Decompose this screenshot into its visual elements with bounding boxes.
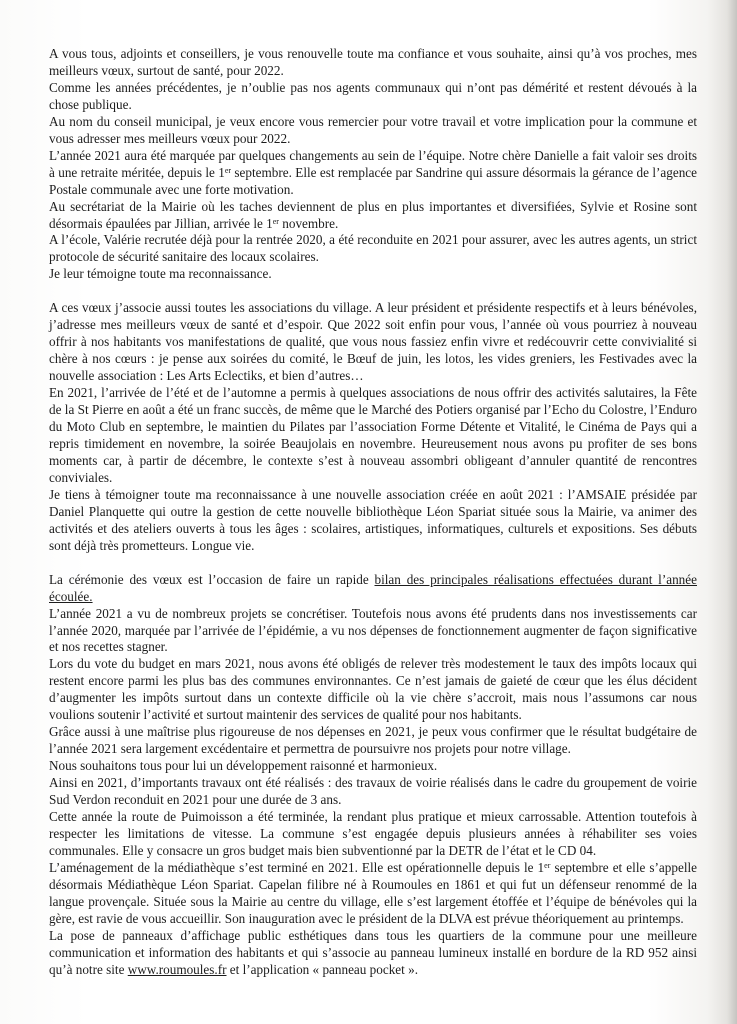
paragraph: L’année 2021 a vu de nombreux projets se concrétiser. Toutefois nous avons été prudents dans nos investissements car l’année 2020, marquée par l’arrivée de l’épidémie, a vu nos dépenses de fonctionnement augmenter de façon significative et nos recettes stagner. <box>49 605 697 655</box>
letter-body <box>49 46 697 979</box>
paragraph: En 2021, l’arrivée de l’été et de l’automne a permis à quelques associations de nous offrir des activités salutaires, la Fête de la St Pierre en août a été un franc succès, de même que le Marché des Potiers organisé par l’Echo du Colostre, l’Enduro du Moto Club en septembre, le maintien du Pilates par l’association Forme Détente et Vitalité, le Cinéma de Pays qui a repris timidement en novembre, la soirée Beaujolais en novembre. Heureusement nous avons pu profiter de ses bons moments car, à partir de décembre, le contexte s’est à nouveau assombri obligeant d’annuler quantité de rencontres conviviales. <box>49 385 697 485</box>
text-run: et l’application « panneau pocket ». <box>226 961 419 977</box>
paragraph: Cette année la route de Puimoisson a été terminée, la rendant plus pratique et mieux carrossable. Attention toutefois à respecter les limitations de vitesse. La commune s’est engagée depuis plusieurs années à réhabiliter ses voies communales. Elle y consacre un gros budget mais bien subventionné par la DETR de l’état et le CD 04. <box>49 808 697 858</box>
paragraph: Je leur témoigne toute ma reconnaissance. <box>49 266 272 282</box>
ordinal-superscript: er <box>224 165 232 175</box>
text-run: septembre. Elle est remplacée par Sandrine qui assure désormais la gérance de l’agence Postale communale avec une forte motivation. <box>49 164 698 197</box>
paragraph: Ainsi en 2021, d’importants travaux ont été réalisés : des travaux de voirie réalisés dans le cadre du groupement de voirie Sud Verdon reconduit en 2021 pour une durée de 3 ans. <box>49 775 697 808</box>
text-run: La cérémonie des vœux est l’occasion de faire un rapide <box>49 571 375 587</box>
paragraph: Lors du vote du budget en mars 2021, nous avons été obligés de relever très modestement le taux des impôts locaux qui restent encore parmi les plus bas des communes environnantes. Ce n’est jamais de gaieté de cœur que les élus décident d’augmenter les impôts surtout dans un contexte difficile où la vie chère s’accroit, mais nous l’assumons car nous voulions soutenir l’activité et surtout maintenir des services de qualité pour nos habitants. <box>49 656 697 723</box>
paragraph: Grâce aussi à une maîtrise plus rigoureuse de nos dépenses en 2021, je peux vous confirmer que le résultat budgétaire de l’année 2021 sera largement excédentaire et permettra de poursuivre nos projets pour notre village. <box>49 724 697 757</box>
paragraph: Au nom du conseil municipal, je veux encore vous remercier pour votre travail et votre implication pour la commune et vous adresser mes meilleurs vœux pour 2022. <box>49 113 697 146</box>
ordinal-superscript: er <box>272 216 279 226</box>
website-link[interactable]: www.roumoules.fr <box>127 961 227 977</box>
text-run: L’aménagement de la médiathèque s’est terminé en 2021. Elle est opérationnelle depuis le 1 <box>49 859 545 875</box>
text-run: La pose de panneaux d’affichage public esthétiques dans tous les quartiers de la commune pour une meilleure communication et information des habitants et qui s’associe au panneau lumineux installé en bordure de la RD 952 ainsi qu’à notre site <box>49 927 697 977</box>
paragraph: Nous souhaitons tous pour lui un développement raisonné et harmonieux. <box>49 758 438 774</box>
text-run: novembre. <box>278 215 339 231</box>
text-run: septembre et elle s’appelle désormais Médiathèque Léon Spariat. Capelan filibre né à Roumoules en 1861 et qui fut un défenseur renommé de la langue provençale. Située sous la Mairie au centre du village, elle s’est largement étoffée et l’équipe de bénévoles qui la gère, est ravie de vous accueillir. Son inauguration avec le président de la DLVA est prévue théoriquement au printemps. <box>49 859 698 926</box>
paragraph <box>49 572 697 606</box>
text-run: Au secrétariat de la Mairie où les taches deviennent de plus en plus importantes et diversifiées, Sylvie et Rosine sont désormais épaulées par Jillian, arrivée le 1 <box>49 198 697 231</box>
paragraph <box>49 928 697 979</box>
paragraph-gap <box>49 555 697 572</box>
paragraph <box>49 199 697 233</box>
underlined-heading: bilan des principales réalisations effectuées durant l’année écoulée. <box>49 571 697 604</box>
paragraph-gap <box>49 283 697 300</box>
paragraph: A l’école, Valérie recrutée déjà pour la rentrée 2020, a été reconduite en 2021 pour assurer, avec les autres agents, un strict protocole de sécurité sanitaire des locaux scolaires. <box>49 232 697 265</box>
paragraph: A vous tous, adjoints et conseillers, je vous renouvelle toute ma confiance et vous souhaite, ainsi qu’à vos proches, mes meilleurs vœux, surtout de santé, pour 2022. <box>49 46 697 78</box>
paragraph: A ces vœux j’associe aussi toutes les associations du village. A leur président et présidente respectifs et à leurs bénévoles, j’adresse mes meilleurs vœux de santé et d’espoir. Que 2022 soit enfin pour vous, l’année où vous pourriez à nouveau offrir à nos habitants vos manifestations de qualité, que vous nous fassiez enfin vivre et redécouvrir cette convivialité si chère à nos cœurs : je pense aux soirées du comité, le Bœuf de juin, les lotos, les vides greniers, les Festivades avec la nouvelle association : Les Arts Eclectiks, et bien d’autres… <box>49 300 697 384</box>
paragraph <box>49 860 697 928</box>
ordinal-superscript: er <box>544 860 551 870</box>
paragraph: Comme les années précédentes, je n’oublie pas nos agents communaux qui n’ont pas démérité et restent dévoués à la chose publique. <box>49 79 697 112</box>
paragraph <box>49 148 697 199</box>
page-edge-shadow <box>727 0 737 1024</box>
paragraph: Je tiens à témoigner toute ma reconnaissance à une nouvelle association créée en août 2021 : l’AMSAIE présidée par Daniel Planquette qui outre la gestion de cette nouvelle bibliothèque Léon Spariat située sous la Mairie, va animer des activités et des ateliers ouverts à tous les âges : scolaires, artistiques, informatiques, culturels et expositions. Ses débuts sont déjà très prometteurs. Longue vie. <box>49 486 697 553</box>
text-run: L’année 2021 aura été marquée par quelques changements au sein de l’équipe. Notre chère Danielle a fait valoir ses droits à une retraite méritée, depuis le 1 <box>49 147 697 180</box>
